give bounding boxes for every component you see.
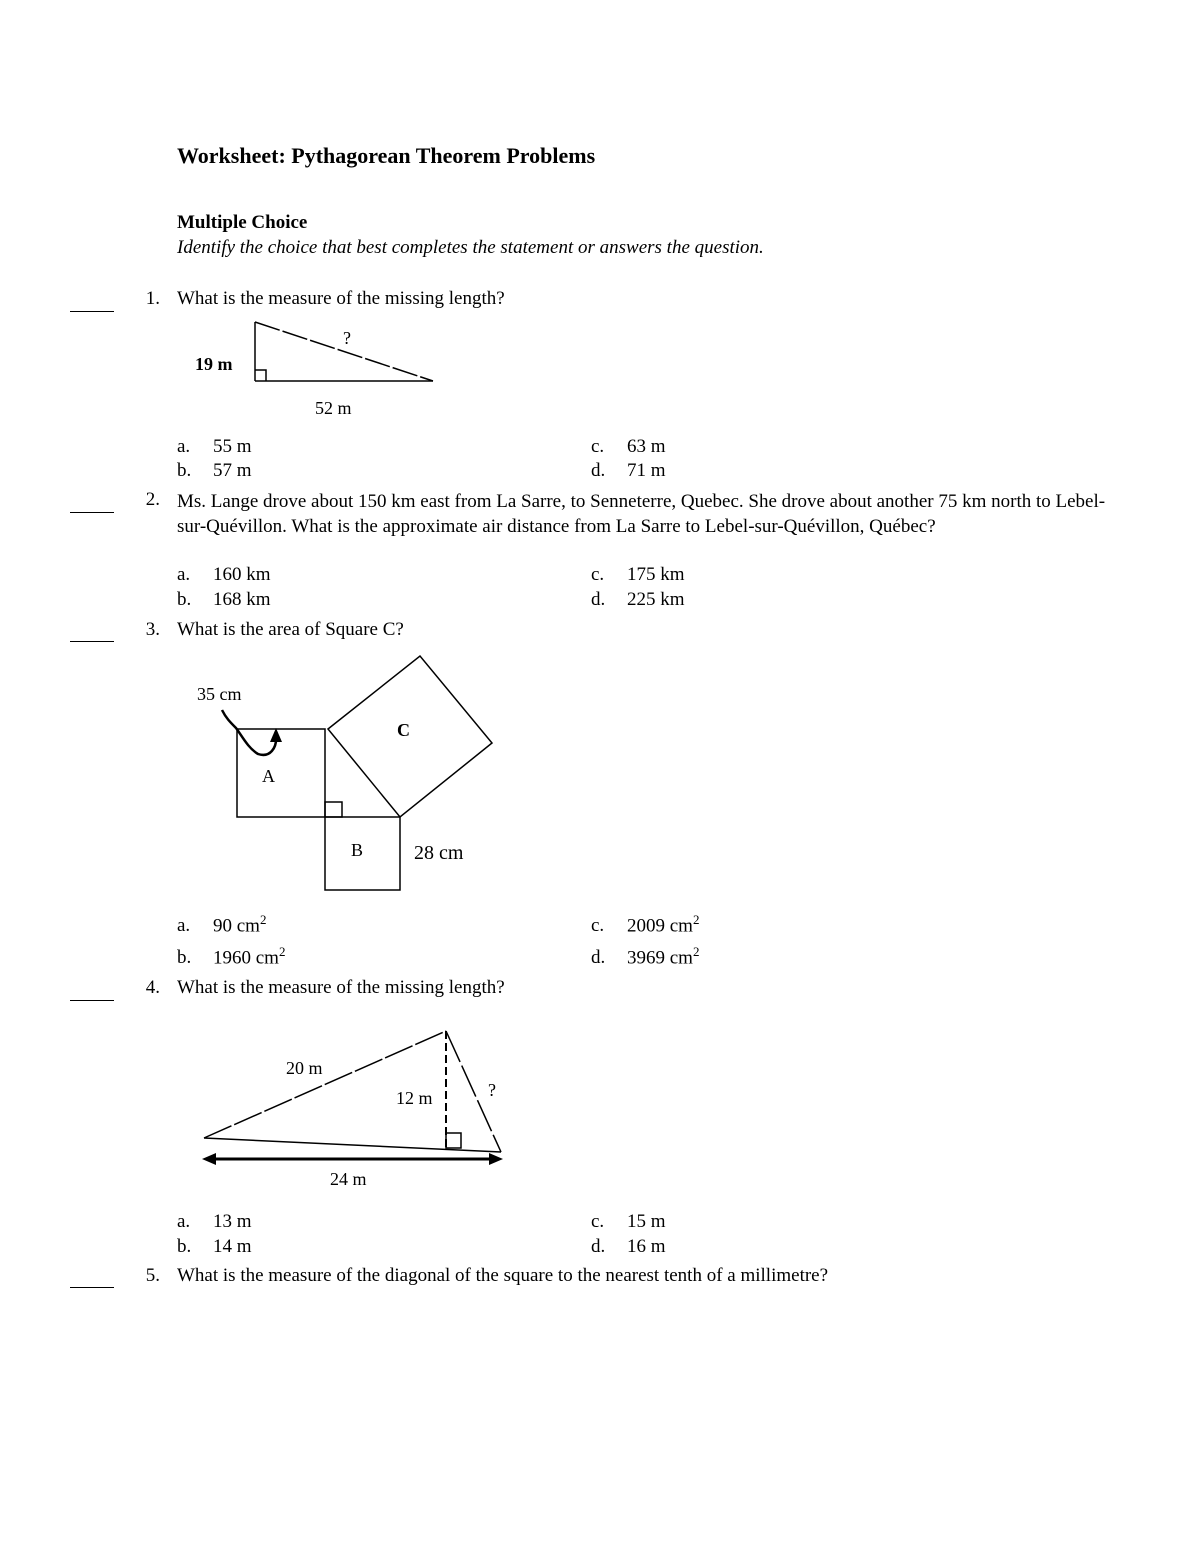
option-letter: d. — [591, 1236, 606, 1257]
option-letter: c. — [591, 915, 605, 937]
option-value: 55 m — [213, 436, 252, 457]
question-number: 3. — [145, 619, 160, 640]
question-text: Ms. Lange drove about 150 km east from La Sarre, to Senneterre, Quebec. She drove about another 75 km north to Lebel-sur-Quévillon. What is the approximate air distance from La Sarre to Lebel-sur-Quévillon, Québec? — [177, 491, 1106, 537]
q4-label-height: 12 m — [396, 1088, 433, 1108]
q3-label-side-b: 28 cm — [414, 842, 464, 864]
q3-label-square-c: C — [397, 720, 410, 740]
superscript: 2 — [278, 944, 286, 959]
option-value: 13 m — [213, 1211, 252, 1232]
option-letter: d. — [591, 589, 606, 610]
option-b[interactable] — [177, 1236, 252, 1258]
question-number: 2. — [145, 489, 160, 510]
worksheet-title: Worksheet: Pythagorean Theorem Problems — [177, 143, 596, 168]
question-text: What is the area of Square C? — [177, 619, 404, 640]
option-letter: c. — [591, 1211, 605, 1232]
option-letter: a. — [177, 915, 191, 937]
option-value: 63 m — [627, 436, 666, 457]
option-c[interactable] — [591, 1211, 666, 1233]
option-value: 90 cm — [213, 915, 260, 937]
option-value: 57 m — [213, 460, 252, 481]
q1-label-unknown: ? — [343, 328, 351, 348]
option-value: 15 m — [627, 1211, 666, 1232]
option-value: 2009 cm — [627, 915, 693, 937]
question-number: 1. — [145, 288, 160, 309]
option-letter: d. — [591, 460, 606, 481]
option-letter: d. — [591, 947, 606, 969]
question-number: 4. — [145, 977, 160, 998]
option-value: 160 km — [213, 564, 271, 585]
q4-label-hyp: 20 m — [286, 1058, 323, 1078]
question-number: 5. — [145, 1265, 160, 1286]
q3-label-square-b: B — [351, 840, 364, 860]
option-value: 168 km — [213, 589, 271, 610]
option-a[interactable] — [177, 1211, 252, 1233]
option-letter: a. — [177, 1211, 191, 1232]
option-letter: c. — [591, 436, 605, 457]
option-d[interactable] — [591, 1236, 666, 1258]
option-value: 14 m — [213, 1236, 252, 1257]
option-value: 3969 cm — [627, 947, 693, 969]
answer-blank-5[interactable] — [70, 1287, 114, 1288]
q4-label-unknown: ? — [488, 1080, 496, 1100]
q1-label-side-a: 19 m — [195, 354, 233, 374]
question-text: What is the measure of the missing length? — [177, 977, 505, 998]
option-letter: b. — [177, 947, 192, 969]
option-letter: c. — [591, 564, 605, 585]
section-heading: Multiple Choice — [177, 212, 308, 233]
q3-label-square-a: A — [262, 766, 275, 786]
option-value: 16 m — [627, 1236, 666, 1257]
option-letter: b. — [177, 1236, 192, 1257]
option-letter: a. — [177, 564, 191, 585]
option-value: 1960 cm — [213, 947, 279, 969]
superscript: 2 — [259, 912, 267, 927]
option-letter: b. — [177, 460, 192, 481]
q3-label-side-a: 35 cm — [197, 684, 242, 704]
question-text: What is the measure of the diagonal of the square to the nearest tenth of a millimetre? — [177, 1265, 829, 1286]
option-letter: a. — [177, 436, 191, 457]
section-instruction: Identify the choice that best completes the statement or answers the question. — [177, 237, 764, 258]
option-value: 71 m — [627, 460, 666, 481]
option-value: 175 km — [627, 564, 685, 585]
superscript: 2 — [692, 944, 700, 959]
q1-label-side-b: 52 m — [315, 398, 352, 418]
option-value: 225 km — [627, 589, 685, 610]
superscript: 2 — [692, 912, 700, 927]
question-text: What is the measure of the missing length? — [177, 288, 505, 309]
q4-label-base: 24 m — [330, 1169, 367, 1189]
option-letter: b. — [177, 589, 192, 610]
